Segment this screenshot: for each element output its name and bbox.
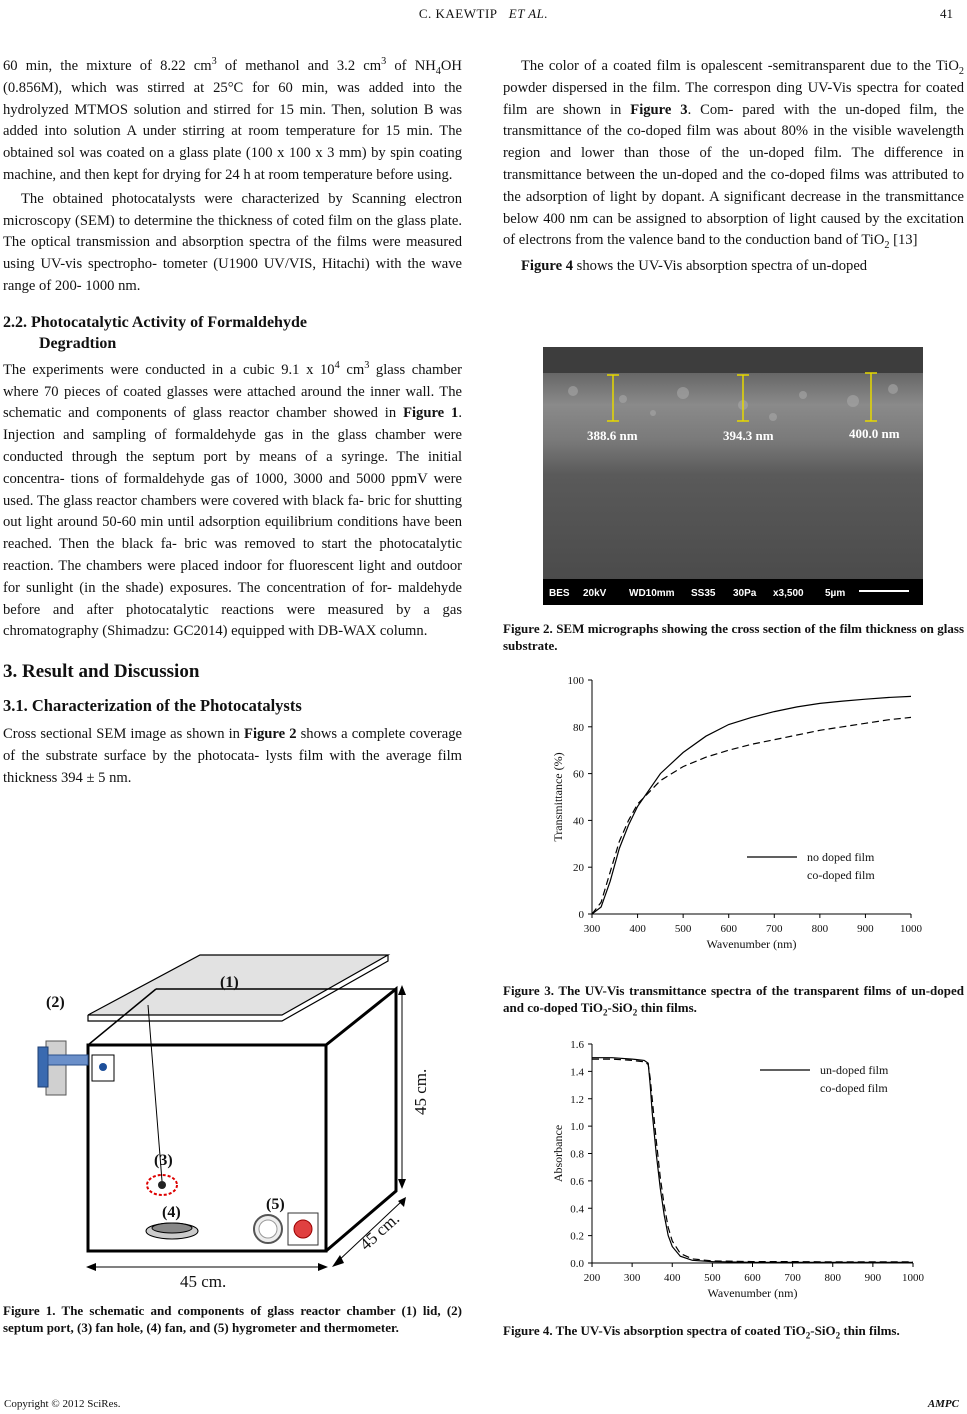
y-tick-label: 60: [573, 768, 584, 781]
dim-width: 45 cm.: [180, 1272, 227, 1291]
x-tick-label: 300: [623, 1272, 641, 1284]
legend-label: un-doped film: [820, 1063, 889, 1077]
label-4: (4): [162, 1204, 181, 1221]
y-tick-label: 20: [573, 862, 584, 875]
figure-2-sem-image: [543, 347, 923, 605]
fan-icon: [146, 1223, 198, 1239]
y-axis-label: Absorbance: [551, 1124, 565, 1183]
label-3: (3): [154, 1152, 173, 1169]
sem-info-wd: WD10mm: [629, 588, 675, 599]
sem-info-kv: 20kV: [583, 588, 607, 599]
paragraph-sem: Cross sectional SEM image as shown in Figure 2 shows a complete coverage of the substrate surface by the photocata- lysts film with the average film thickness 394 ± 5 nm.: [3, 725, 462, 786]
label-5: (5): [266, 1196, 285, 1213]
dim-depth: 45 cm.: [355, 1208, 404, 1254]
x-tick-label: 700: [784, 1272, 801, 1284]
sem-measure-1: 388.6 nm: [587, 428, 638, 443]
page-number: 41: [940, 6, 953, 21]
x-tick-label: 600: [720, 923, 737, 935]
sem-info-pa: 30Pa: [733, 588, 757, 599]
sem-measure-3: 400.0 nm: [849, 426, 900, 441]
paragraph-figure4-intro: Figure 4 shows the UV-Vis absorption spectra of un-doped: [521, 258, 868, 275]
y-tick-label: 1.2: [570, 1093, 584, 1106]
y-tick-label: 1.4: [570, 1066, 584, 1079]
paragraph-experiments: The experiments were conducted in a cubic 9.1 x $10^4$ $cm^3$ glass chamber where 70 pieces of coated glasses were attached around the inner wall. The schematic and components of glass reactor chamber showed in Figure 1. Injection and sampling of formaldehyde gas in the glass chamber were conducted through the septum port by means of a syringe. The initial concentra- tions of formaldehyde gas of 1000, 3000 and 5000 ppmV were used. The glass reactor chambers were covered with black fa- bric for shutting out light around 50-60 min until adsorption equilibrium conditions have been reached. Then the black fa- bric was removed to start the photocatalytic reaction. The chambers were placed indoor for fluorescent light and outdoor for sunlight (in the shade) exposures. The concentration of for- maldehyde before and after photocatalytic reactions were measured by a gas chromatography (Shimadzu: GC2014) equipped with DB-WAX column.: [3, 359, 462, 640]
sem-measure-2: 394.3 nm: [723, 428, 774, 443]
x-tick-label: 500: [704, 1272, 721, 1284]
dim-height: 45 cm.: [411, 1068, 430, 1115]
x-tick-label: 500: [674, 923, 692, 935]
sem-info-scale: 5µm: [825, 588, 846, 599]
y-tick-label: 0: [578, 909, 584, 921]
x-tick-label: 900: [864, 1272, 882, 1284]
x-tick-label: 600: [744, 1272, 761, 1284]
x-tick-label: 700: [766, 923, 783, 935]
label-2: (2): [46, 994, 65, 1011]
x-tick-label: 1000: [902, 1272, 924, 1284]
x-tick-label: 400: [664, 1272, 681, 1284]
x-axis-label: Wavenumber (nm): [707, 1286, 798, 1300]
sem-info-bes: BES: [549, 588, 570, 599]
hygrometer-thermometer-icon: [254, 1213, 318, 1245]
series-line-2: [592, 717, 911, 914]
label-1: (1): [220, 974, 239, 991]
x-tick-label: 800: [824, 1272, 841, 1284]
paragraph-methods-end: 60 min, the mixture of 8.22 $cm^3$ of methanol and 3.2 $cm^3$ of $NH_4OH$ (0.856M), which was stirred at 25°C for 60 min, was added into the hydrolyzed MTMOS solution and stirred for 15 min. Then, solution B was added into solution A under stirring at room temperature for 15 min. The obtained sol was coated on a glass plate (100 x 100 x 3 mm) by spin coating machine, and then kept for drying for 24 h at room temperature before using.: [3, 56, 462, 183]
paragraph-uvvis: The color of a coated film is opalescent -semitransparent due to the TiO$_2$ powder dispersed in the film. The correspon ding UV-Vis spectra for coated film are shown in Figure 3. Com- pared with the un-doped film, the transmittance of the co-doped film was about 80% in the visible wavelength region and lower than those of the un-doped film. The difference in transmittance between the un-doped and the co-doped films was attributed to the adsorption of light by dopant. A significant decrease in the transmittance below 400 nm can be assigned to absorption of light caused by the excitation of electrons from the valence band to the conduction band of TiO$_2$ [13]: [503, 58, 964, 252]
x-tick-label: 400: [629, 923, 646, 935]
legend-label: co-doped film: [807, 868, 875, 882]
figure-3-caption: Figure 3. The UV-Vis transmittance spectra of the transparent films of un-doped and co-doped TiO$_2$-SiO$_2$ thin films.: [503, 983, 964, 1018]
figure-2-caption: Figure 2. SEM micrographs showing the cross section of the film thickness on glass substrate.: [503, 621, 964, 653]
section-heading-3-1: 3.1. Characterization of the Photocatalysts: [3, 695, 302, 715]
y-tick-label: 1.0: [570, 1121, 584, 1134]
y-tick-label: 0.0: [570, 1258, 584, 1270]
sem-info-ss: SS35: [691, 588, 716, 599]
header-et-al: ET AL.: [508, 6, 549, 21]
paragraph-characterization: The obtained photocatalysts were characterized by Scanning electron microscopy (SEM) to determine the thickness of coted film on the glass plate. The optical transmission and absorption spectra of the films were measured using UV-vis spectropho- tometer (U1900 UV/VIS, Hitachi) with the wave range of 200- 1000 nm.: [3, 190, 462, 294]
septum-port-icon: [38, 1041, 114, 1095]
y-tick-label: 0.8: [570, 1148, 584, 1161]
y-tick-label: 0.2: [570, 1230, 584, 1243]
header-author: C. KAEWTIP: [418, 6, 498, 21]
copyright: Copyright © 2012 SciRes.: [4, 1398, 121, 1410]
legend-label: co-doped film: [820, 1081, 888, 1095]
x-tick-label: 300: [583, 923, 601, 935]
legend-label: no doped film: [807, 850, 875, 864]
left-column: [3, 56, 462, 789]
right-column: [503, 56, 964, 278]
sem-info-mag: x3,500: [773, 588, 804, 599]
y-tick-label: 40: [573, 815, 584, 828]
x-tick-label: 900: [857, 923, 874, 935]
figure-4-absorbance-chart: [535, 1035, 935, 1315]
x-tick-label: 800: [811, 923, 829, 935]
y-tick-label: 0.6: [570, 1175, 584, 1188]
y-tick-label: 80: [573, 721, 584, 734]
x-tick-label: 1000: [900, 923, 922, 935]
x-axis-label: Wavenumber (nm): [706, 937, 797, 951]
y-axis-label: Transmittance (%): [551, 752, 565, 842]
y-tick-label: 0.4: [570, 1203, 584, 1216]
section-heading-2-2: 2.2. Photocatalytic Activity of Formaldehyde Degradtion: [3, 313, 307, 352]
running-header: [0, 6, 967, 22]
x-tick-label: 200: [583, 1272, 601, 1284]
figure-3-transmittance-chart: [535, 668, 935, 968]
section-heading-3: 3. Result and Discussion: [3, 661, 200, 683]
y-tick-label: 1.6: [570, 1039, 584, 1051]
y-tick-label: 100: [567, 675, 584, 687]
journal-name: AMPC: [927, 1398, 959, 1410]
figure-1-schematic: [20, 945, 460, 1295]
figure-4-caption: Figure 4. The UV-Vis absorption spectra of coated TiO$_2$-SiO$_2$ thin films.: [503, 1323, 900, 1341]
figure-1-caption: Figure 1. The schematic and components of glass reactor chamber (1) lid, (2) septum port, (3) fan hole, (4) fan, and (5) hygrometer and thermometer.: [3, 1303, 462, 1335]
